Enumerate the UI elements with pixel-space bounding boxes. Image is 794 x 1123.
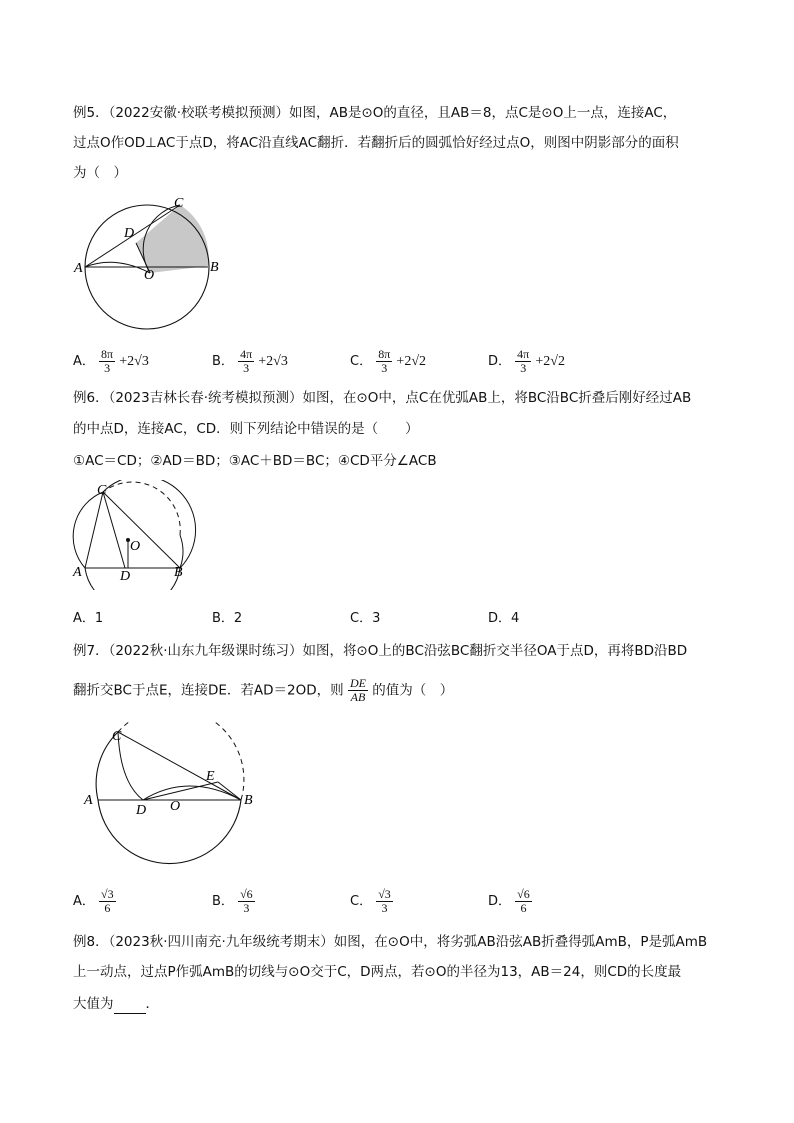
q7-label-C: C xyxy=(112,729,122,744)
q7-label-B: B xyxy=(244,793,253,808)
q5-label-B: B xyxy=(210,260,219,275)
q8-answer-blank[interactable] xyxy=(114,999,146,1014)
q5-shaded-region xyxy=(136,205,209,273)
q6-label-D: D xyxy=(120,569,131,584)
q5-option-d[interactable]: D． $\frac{4\pi}{3}$ +2√2 xyxy=(488,347,565,375)
q5-label-O: O xyxy=(144,268,155,283)
q7-option-b[interactable]: B． $\frac{√6}{3}$ xyxy=(212,887,253,915)
q8-line1: 例8．（2023秋·四川南充·九年级统考期末）如图，在⊙O中，将劣弧AB沿弦AB折叠得弧AmB，P是弧AmB xyxy=(73,934,708,950)
q6-line1: 例6．（2023吉林长春·统考模拟预测）如图，在⊙O中，点C在优弧AB上，将BC沿BC折叠后刚好经过AB xyxy=(73,390,692,406)
q5-figure xyxy=(70,195,230,345)
q6-option-c[interactable]: C．3 xyxy=(350,611,381,626)
q7-figure xyxy=(78,722,268,877)
q8-line3: 大值为 ． xyxy=(73,996,159,1012)
q7-label-A: A xyxy=(84,793,93,808)
q5-option-b[interactable]: B． $\frac{4\pi}{3}$ +2√3 xyxy=(212,347,288,375)
q5-line2: 过点O作OD⊥AC于点D，将AC沿直线AC翻折．若翻折后的圆弧恰好经过点O，则图中阴影部分的面积 xyxy=(73,135,679,151)
q5-line3: 为（ ） xyxy=(73,165,127,181)
q5-label-D: D xyxy=(124,226,135,241)
q6-label-C: C xyxy=(97,483,107,498)
q7-line2: 翻折交BC于点E，连接DE．若AD＝2OD，则 $\frac{DE}{AB}$ 的值为（ ） xyxy=(73,676,454,704)
q5-option-c[interactable]: C． $\frac{8\pi}{3}$ +2√2 xyxy=(350,347,427,375)
q7-option-d[interactable]: D． $\frac{√6}{6}$ xyxy=(488,887,530,915)
q5-option-a[interactable]: A． $\frac{8\pi}{3}$ +2√3 xyxy=(73,347,149,375)
q6-label-O: O xyxy=(130,539,141,554)
q7-line1: 例7．（2022秋·山东九年级课时练习）如图，将⊙O上的BC沿弦BC翻折交半径OA于点D，再将BD沿BD xyxy=(73,643,688,659)
q6-line3: ①AC＝CD；②AD＝BD；③AC＋BD＝BC；④CD平分∠ACB xyxy=(73,453,437,469)
q6-label-B: B xyxy=(174,565,183,580)
q7-label-E: E xyxy=(206,769,215,784)
q7-option-c[interactable]: C． $\frac{√3}{3}$ xyxy=(350,887,391,915)
q8-line2: 上一动点，过点P作弧AmB的切线与⊙O交于C，D两点，若⊙O的半径为13，AB＝24，则CD的长度最 xyxy=(73,964,682,980)
q5-line1: 例5．（2022安徽·校联考模拟预测）如图，AB是⊙O的直径，且AB＝8，点C是⊙O上一点，连接AC， xyxy=(73,105,677,121)
q6-option-b[interactable]: B．2 xyxy=(212,611,243,626)
q6-option-d[interactable]: D．4 xyxy=(488,611,520,626)
q5-label-A: A xyxy=(74,261,83,276)
q7-label-D: D xyxy=(136,803,147,818)
q7-label-O: O xyxy=(170,799,181,814)
q6-line2: 的中点D，连接AC，CD．则下列结论中错误的是（ ） xyxy=(73,421,419,437)
q6-figure xyxy=(70,480,200,590)
q6-option-a[interactable]: A．1 xyxy=(73,611,104,626)
q6-label-A: A xyxy=(73,565,82,580)
q5-label-C: C xyxy=(174,196,184,211)
q7-option-a[interactable]: A． $\frac{√3}{6}$ xyxy=(73,887,114,915)
